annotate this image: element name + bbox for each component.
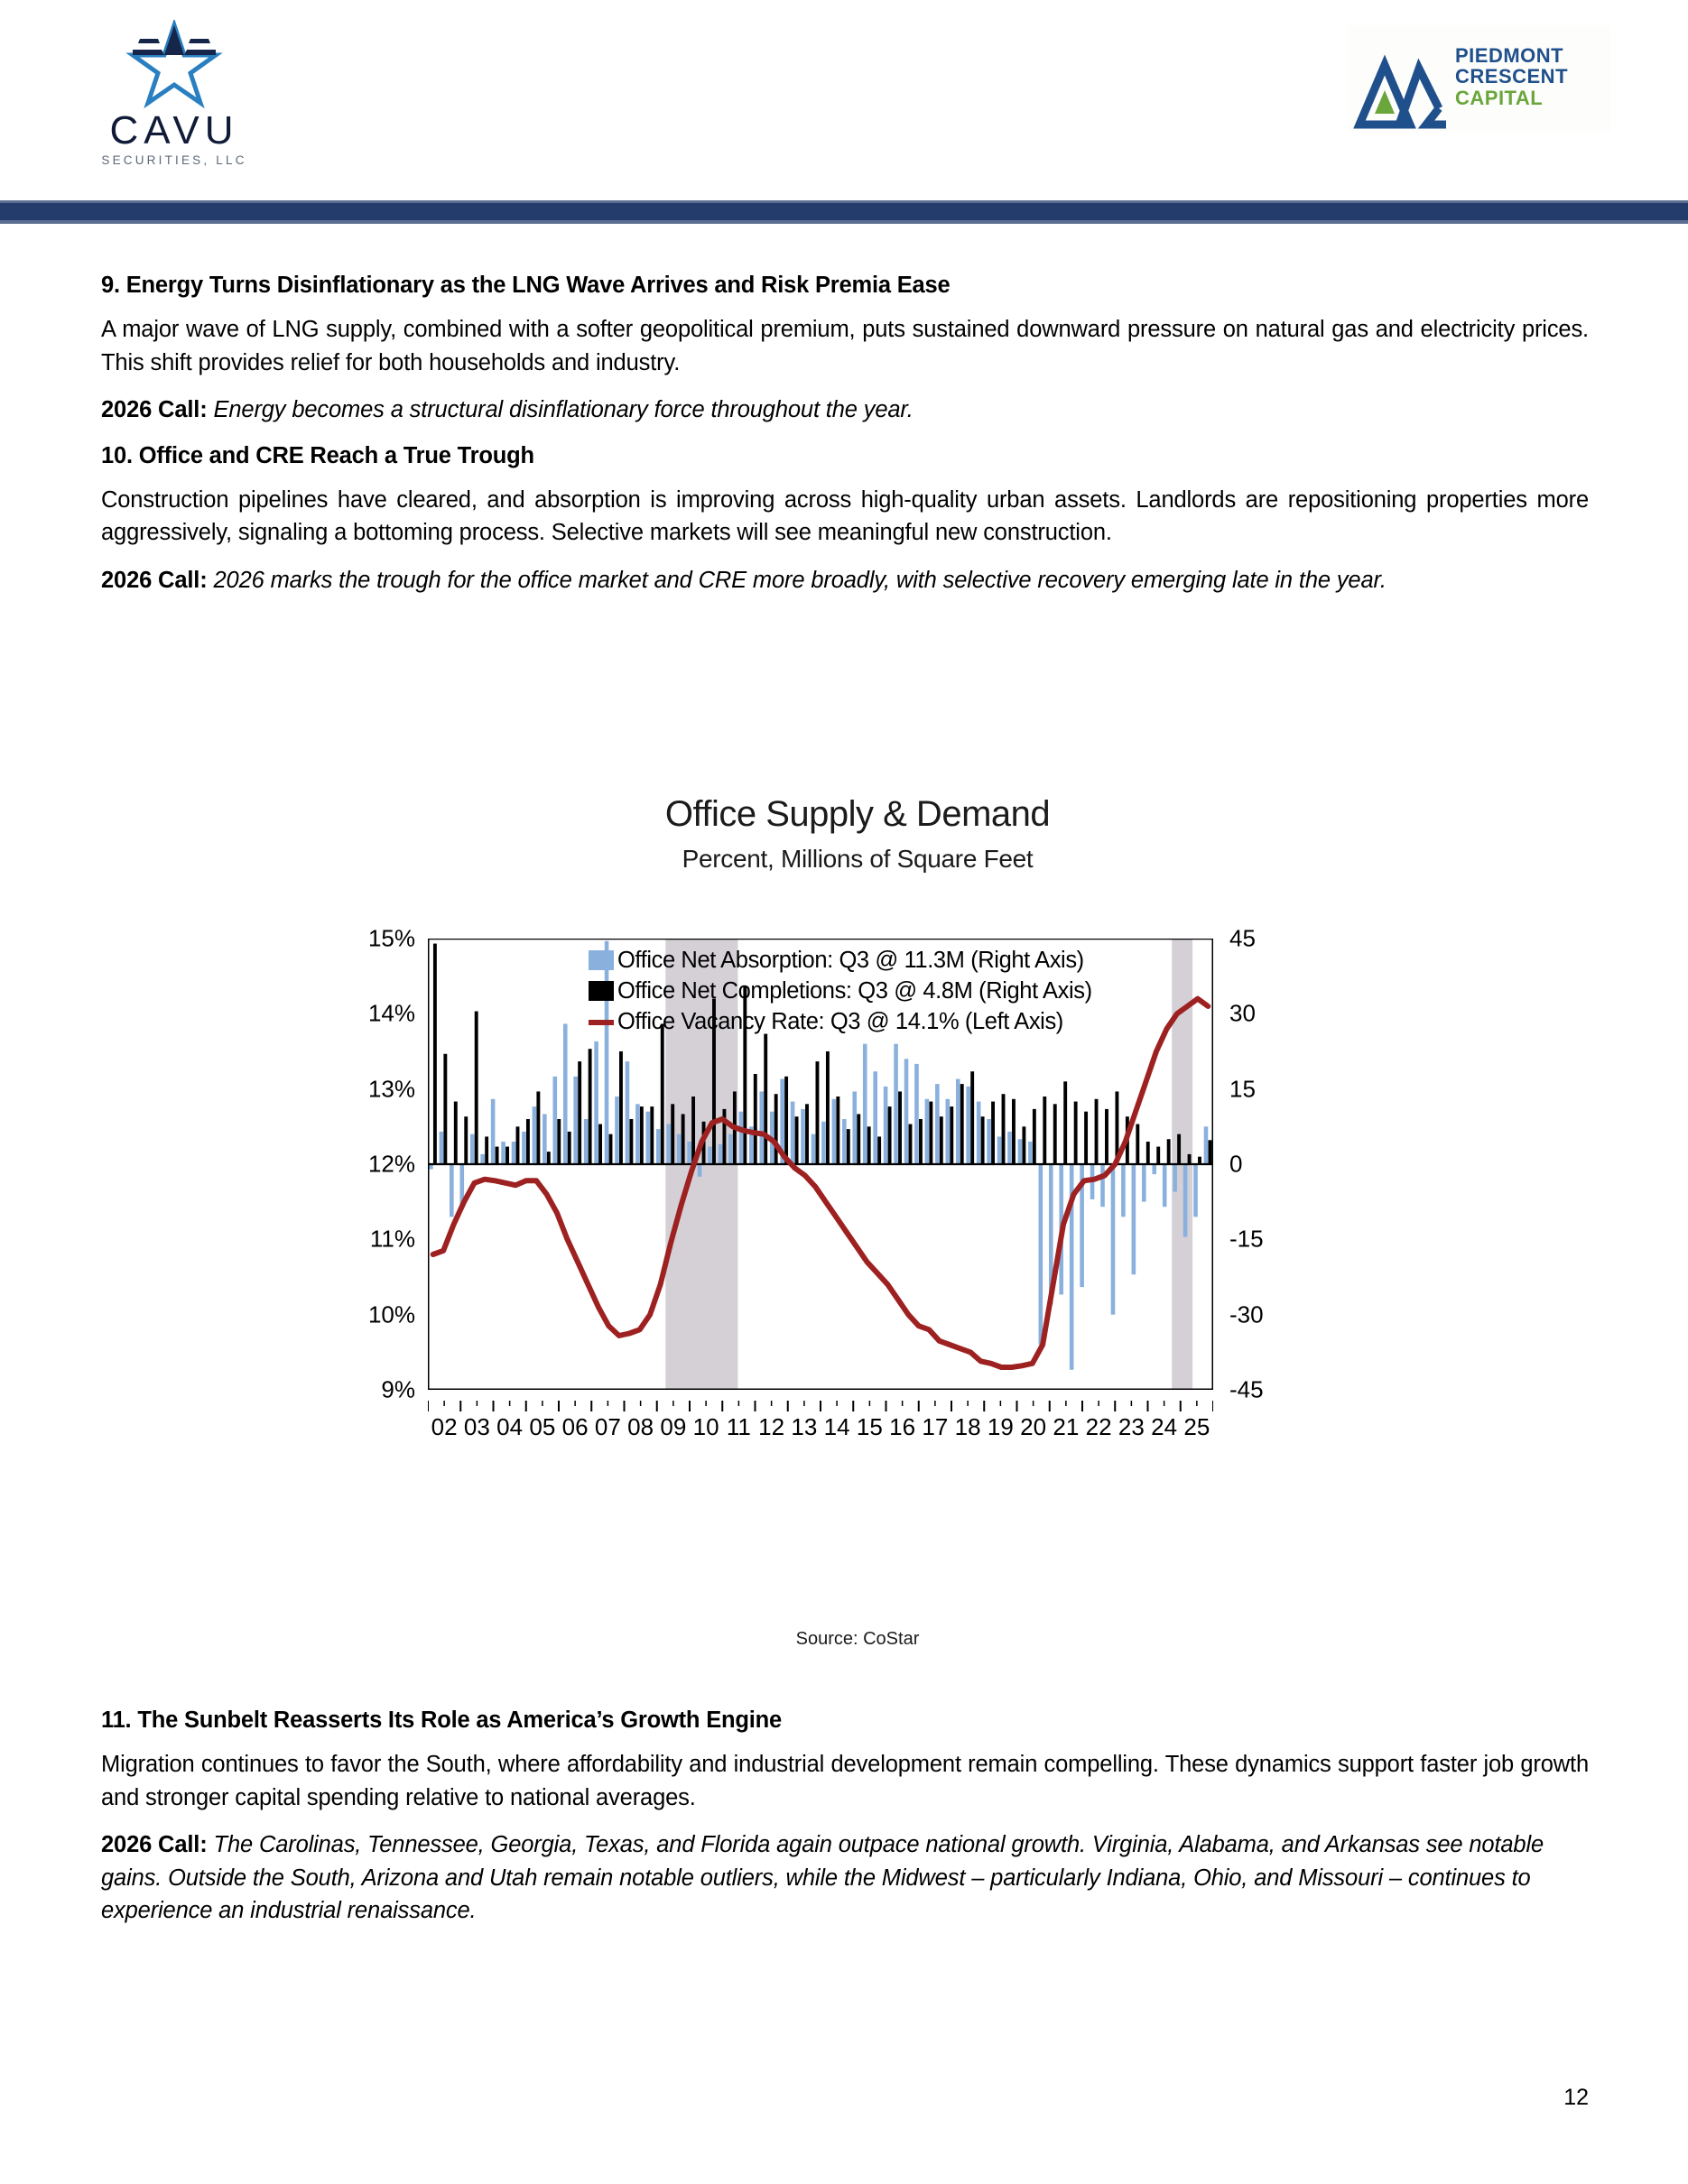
completions-bar <box>650 1106 654 1164</box>
absorption-bar <box>863 1044 867 1164</box>
cavu-subtitle: SECURITIES, LLC <box>101 153 247 167</box>
completions-bar <box>816 1061 820 1164</box>
absorption-bar <box>1152 1164 1156 1174</box>
x-tick-label: 13 <box>791 1413 818 1440</box>
completions-bar <box>619 1051 623 1164</box>
completions-bar <box>475 1012 478 1164</box>
absorption-bar <box>1183 1164 1188 1237</box>
completions-bar <box>609 1134 613 1164</box>
completions-bar <box>568 1132 571 1164</box>
y-tick-label-left: 11% <box>369 1225 415 1253</box>
completions-bar <box>1136 1124 1139 1164</box>
call-label-10: 2026 Call: <box>101 567 208 593</box>
absorption-bar <box>626 1061 630 1164</box>
cavu-securities-logo <box>70 20 278 182</box>
completions-bar <box>485 1136 488 1164</box>
absorption-bar <box>1193 1164 1198 1217</box>
legend-item-vacancy <box>589 1007 1121 1036</box>
absorption-bar <box>821 1122 826 1164</box>
y-tick-label-right: 45 <box>1229 924 1256 952</box>
x-tick-label: 14 <box>823 1413 850 1440</box>
absorption-bar <box>956 1079 960 1164</box>
absorption-bar <box>966 1087 970 1164</box>
absorption-bar <box>946 1099 951 1164</box>
y-tick-label-right: -45 <box>1229 1375 1264 1403</box>
legend-label-absorption: Office Net Absorption: Q3 @ 11.3M (Right Axis) <box>617 947 1084 973</box>
x-tick-label: 12 <box>758 1413 785 1440</box>
x-tick-label: 18 <box>954 1413 981 1440</box>
absorption-bar <box>1039 1164 1043 1345</box>
completions-bar <box>981 1116 985 1164</box>
absorption-bar <box>656 1129 661 1164</box>
completions-bar <box>536 1091 540 1164</box>
x-tick-label: 05 <box>529 1413 556 1440</box>
absorption-bar <box>480 1154 485 1164</box>
absorption-bar <box>759 1091 764 1164</box>
mountain-logo-icon <box>1352 38 1453 137</box>
absorption-bar <box>987 1119 991 1164</box>
absorption-bar <box>470 1134 475 1164</box>
page-number: 12 <box>1563 2085 1589 2110</box>
completions-bar <box>578 1061 581 1164</box>
completions-bar <box>1043 1097 1046 1164</box>
section-body-10: Construction pipelines have cleared, and absorption is improving across high-quality urban assets. Landlords are repositioning properties more aggressively, signaling a bottoming process. Selective markets will see meaningful new construction. <box>101 486 1589 546</box>
y-tick-label-left: 13% <box>367 1075 415 1103</box>
y-tick-label-right: -15 <box>1229 1225 1264 1253</box>
completions-bar <box>589 1049 592 1164</box>
y-tick-label-left: 12% <box>367 1150 415 1178</box>
absorption-bar <box>440 1132 444 1164</box>
chart-source: Source: CoStar <box>795 1629 920 1649</box>
legend-label-vacancy: Office Vacancy Rate: Q3 @ 14.1% (Left Axis) <box>617 1008 1063 1034</box>
completions-bar <box>1095 1099 1099 1164</box>
call-label-9: 2026 Call: <box>101 397 208 423</box>
absorption-bar <box>1121 1164 1126 1217</box>
x-tick-label: 02 <box>431 1413 458 1440</box>
absorption-bar <box>914 1064 919 1164</box>
completions-bar <box>629 1119 633 1164</box>
header-brand-band <box>0 200 1688 224</box>
absorption-bar <box>584 1119 589 1164</box>
completions-bar <box>547 1152 551 1164</box>
absorption-bar <box>812 1134 816 1164</box>
document-content-lower <box>101 1706 1589 1941</box>
completions-bar <box>1012 1099 1016 1164</box>
absorption-bar <box>1028 1142 1033 1164</box>
absorption-bar <box>594 1041 598 1164</box>
section-call-11 <box>101 1828 1589 1927</box>
y-tick-label-left: 9% <box>381 1375 415 1403</box>
absorption-bar <box>501 1142 505 1164</box>
x-tick-label: 07 <box>594 1413 621 1440</box>
completions-bar <box>1188 1154 1192 1164</box>
absorption-bar <box>573 1077 578 1164</box>
absorption-bar <box>842 1119 847 1164</box>
completions-bar <box>909 1124 913 1164</box>
completions-bar <box>836 1097 839 1164</box>
absorption-bar <box>450 1164 454 1217</box>
pcc-line-3: CAPITAL <box>1455 86 1544 109</box>
completions-bar <box>496 1147 499 1164</box>
x-tick-label: 09 <box>660 1413 687 1440</box>
x-tick-label: 03 <box>463 1413 490 1440</box>
cavu-wordmark: CAVU <box>109 108 239 153</box>
section-body-9: A major wave of LNG supply, combined with a softer geopolitical premium, puts sustained downward pressure on natural gas and electricity prices. This shift provides relief for both households and industry. <box>101 317 1589 375</box>
absorption-bar <box>894 1044 898 1164</box>
x-tick-label: 23 <box>1118 1413 1145 1440</box>
x-tick-label: 15 <box>856 1413 883 1440</box>
y-tick-label-left: 14% <box>367 999 415 1027</box>
section-body-11: Migration continues to favor the South, where affordability and industrial development remain compelling. These dynamics support faster job growth and stronger capital spending relative to national averages. <box>101 1752 1589 1810</box>
completions-bar <box>847 1129 850 1164</box>
chart-subtitle: Percent, Millions of Square Feet <box>682 845 1034 873</box>
absorption-bar <box>1007 1132 1012 1164</box>
completions-bar <box>1146 1142 1150 1164</box>
absorption-bar <box>719 1144 723 1164</box>
completions-bar <box>661 1023 664 1164</box>
call-text-9: Energy becomes a structural disinflationary force throughout the year. <box>213 397 914 423</box>
completions-bar <box>526 1119 530 1164</box>
completions-bar <box>784 1077 788 1164</box>
completions-bar <box>516 1126 520 1164</box>
x-tick-label: 19 <box>987 1413 1014 1440</box>
section-call-10 <box>101 564 1589 597</box>
absorption-bar <box>543 1114 547 1164</box>
completions-bar <box>888 1106 892 1164</box>
absorption-bar <box>666 1124 671 1164</box>
completions-bar <box>970 1071 974 1164</box>
y-tick-label-left: 15% <box>367 924 415 952</box>
absorption-bar <box>563 1023 568 1164</box>
completions-bar <box>940 1116 943 1164</box>
legend-swatch-vacancy-icon <box>589 1020 614 1025</box>
section-heading-10: 10. Office and CRE Reach a True Trough <box>101 442 534 468</box>
completions-bar <box>682 1114 685 1164</box>
completions-bar <box>443 1054 447 1164</box>
completions-bar <box>1033 1109 1036 1164</box>
legend-swatch-completions-icon <box>589 981 614 1001</box>
completions-bar <box>1063 1081 1067 1164</box>
x-tick-label: 04 <box>496 1413 524 1440</box>
absorption-bar <box>739 1112 744 1164</box>
document-content <box>101 271 1589 611</box>
call-text-10: 2026 marks the trough for the office market and CRE more broadly, with selective recovery emerging late in the year. <box>213 567 1387 593</box>
completions-bar <box>640 1106 644 1164</box>
absorption-bar <box>491 1099 496 1164</box>
chart-y-axis-right <box>1229 924 1329 1403</box>
completions-bar <box>1105 1109 1108 1164</box>
absorption-bar <box>635 1104 640 1164</box>
section-heading-11: 11. The Sunbelt Reasserts Its Role as America’s Growth Engine <box>101 1707 782 1733</box>
absorption-bar <box>852 1091 857 1164</box>
absorption-bar <box>522 1132 526 1164</box>
absorption-bar <box>925 1099 930 1164</box>
absorption-bar <box>977 1102 981 1164</box>
completions-bar <box>1167 1139 1171 1164</box>
absorption-bar <box>646 1112 651 1164</box>
completions-bar <box>919 1119 923 1164</box>
x-tick-label: 25 <box>1183 1413 1210 1440</box>
absorption-bar <box>615 1097 619 1164</box>
absorption-bar <box>1100 1164 1105 1207</box>
completions-bar <box>1022 1126 1025 1164</box>
absorption-bar <box>553 1077 558 1164</box>
completions-bar <box>1053 1104 1057 1164</box>
y-tick-label-right: -30 <box>1229 1300 1264 1328</box>
absorption-bar <box>1132 1164 1136 1274</box>
completions-bar <box>1074 1102 1078 1164</box>
completions-bar <box>826 1051 830 1164</box>
x-tick-label: 10 <box>692 1413 719 1440</box>
absorption-bar <box>935 1084 940 1164</box>
piedmont-crescent-capital-logo <box>1349 25 1610 132</box>
absorption-bar <box>1111 1164 1116 1315</box>
x-tick-label: 24 <box>1151 1413 1178 1440</box>
absorption-bar <box>728 1134 733 1164</box>
completions-bar <box>1198 1157 1201 1164</box>
absorption-bar <box>533 1106 537 1164</box>
x-tick-label: 22 <box>1085 1413 1112 1440</box>
absorption-bar <box>1163 1164 1167 1207</box>
page-header <box>0 0 1688 200</box>
legend-label-completions: Office Net Completions: Q3 @ 4.8M (Right Axis) <box>617 977 1092 1004</box>
legend-swatch-absorption-icon <box>589 950 614 970</box>
absorption-bar <box>677 1134 682 1164</box>
absorption-bar <box>997 1136 1002 1164</box>
completions-bar <box>857 1114 860 1164</box>
absorption-bar <box>1173 1164 1177 1192</box>
call-label-11: 2026 Call: <box>101 1832 208 1858</box>
pcc-line-1: PIEDMONT <box>1455 44 1564 67</box>
completions-bar <box>464 1116 468 1164</box>
completions-bar <box>557 1119 561 1164</box>
x-tick-label: 06 <box>561 1413 589 1440</box>
completions-bar <box>774 1094 778 1164</box>
chart-y-axis-left <box>316 924 415 1403</box>
x-tick-marks <box>428 1401 1213 1413</box>
x-tick-label: 08 <box>627 1413 654 1440</box>
absorption-bar <box>801 1109 805 1164</box>
absorption-bar <box>698 1164 702 1177</box>
section-heading-9: 9. Energy Turns Disinflationary as the LNG Wave Arrives and Risk Premia Ease <box>101 273 951 298</box>
completions-bar <box>691 1097 695 1164</box>
y-tick-label-right: 30 <box>1229 999 1256 1027</box>
x-tick-label: 20 <box>1020 1413 1047 1440</box>
chart-x-axis <box>428 1401 1213 1440</box>
completions-bar <box>1156 1147 1160 1164</box>
absorption-bar <box>832 1099 837 1164</box>
section-call-9 <box>101 393 1589 426</box>
completions-bar <box>764 1034 767 1164</box>
completions-bar <box>671 1104 674 1164</box>
absorption-bar <box>708 1147 712 1164</box>
pcc-line-2: CRESCENT <box>1455 65 1569 88</box>
completions-bar <box>1177 1134 1181 1164</box>
completions-bar <box>867 1126 871 1164</box>
x-tick-label: 11 <box>726 1413 751 1440</box>
legend-item-absorption <box>589 946 1121 975</box>
call-text-11: The Carolinas, Tennessee, Georgia, Texas, and Florida again outpace national growth. Virginia, Alabama, and Arkansas see notable gains. Outside the South, Arizona and Utah remain notable outliers, while the Midwest – particularly Indiana, Ohio, and Missouri – continues to experience an industrial renaissance. <box>101 1832 1544 1923</box>
chart-title: Office Supply & Demand <box>664 794 1051 834</box>
completions-bar <box>950 1106 953 1164</box>
x-tick-label: 17 <box>922 1413 949 1440</box>
absorption-bar <box>873 1071 877 1164</box>
y-tick-label-right: 15 <box>1229 1075 1256 1103</box>
completions-bar <box>929 1102 932 1164</box>
absorption-bar <box>884 1087 888 1164</box>
star-logo-icon <box>70 20 278 110</box>
pcc-wordmark <box>1455 45 1568 108</box>
legend-item-completions <box>589 976 1121 1005</box>
absorption-bar <box>904 1059 909 1164</box>
y-tick-label-left: 10% <box>367 1300 415 1328</box>
completions-bar <box>433 944 437 1164</box>
completions-bar <box>505 1147 509 1164</box>
completions-bar <box>898 1091 902 1164</box>
absorption-bar <box>791 1102 795 1164</box>
completions-bar <box>877 1136 881 1164</box>
absorption-bar <box>1204 1126 1209 1164</box>
x-tick-label: 21 <box>1053 1413 1080 1440</box>
office-supply-demand-chart <box>271 794 1444 1697</box>
completions-bar <box>754 1074 757 1164</box>
y-tick-label-right: 0 <box>1229 1150 1243 1178</box>
completions-bar <box>960 1084 964 1164</box>
absorption-bar <box>1018 1139 1023 1164</box>
completions-bar <box>805 1104 809 1164</box>
completions-bar <box>454 1102 458 1164</box>
completions-bar <box>1002 1094 1006 1164</box>
absorption-bar <box>1142 1164 1146 1202</box>
completions-bar <box>1209 1140 1212 1164</box>
absorption-bar <box>687 1142 691 1164</box>
chart-legend <box>589 946 1121 1038</box>
completions-bar <box>598 1124 602 1164</box>
completions-bar <box>991 1102 995 1164</box>
completions-bar <box>795 1116 799 1164</box>
absorption-bar <box>512 1142 516 1164</box>
completions-bar <box>1084 1112 1088 1164</box>
x-tick-label: 16 <box>889 1413 916 1440</box>
